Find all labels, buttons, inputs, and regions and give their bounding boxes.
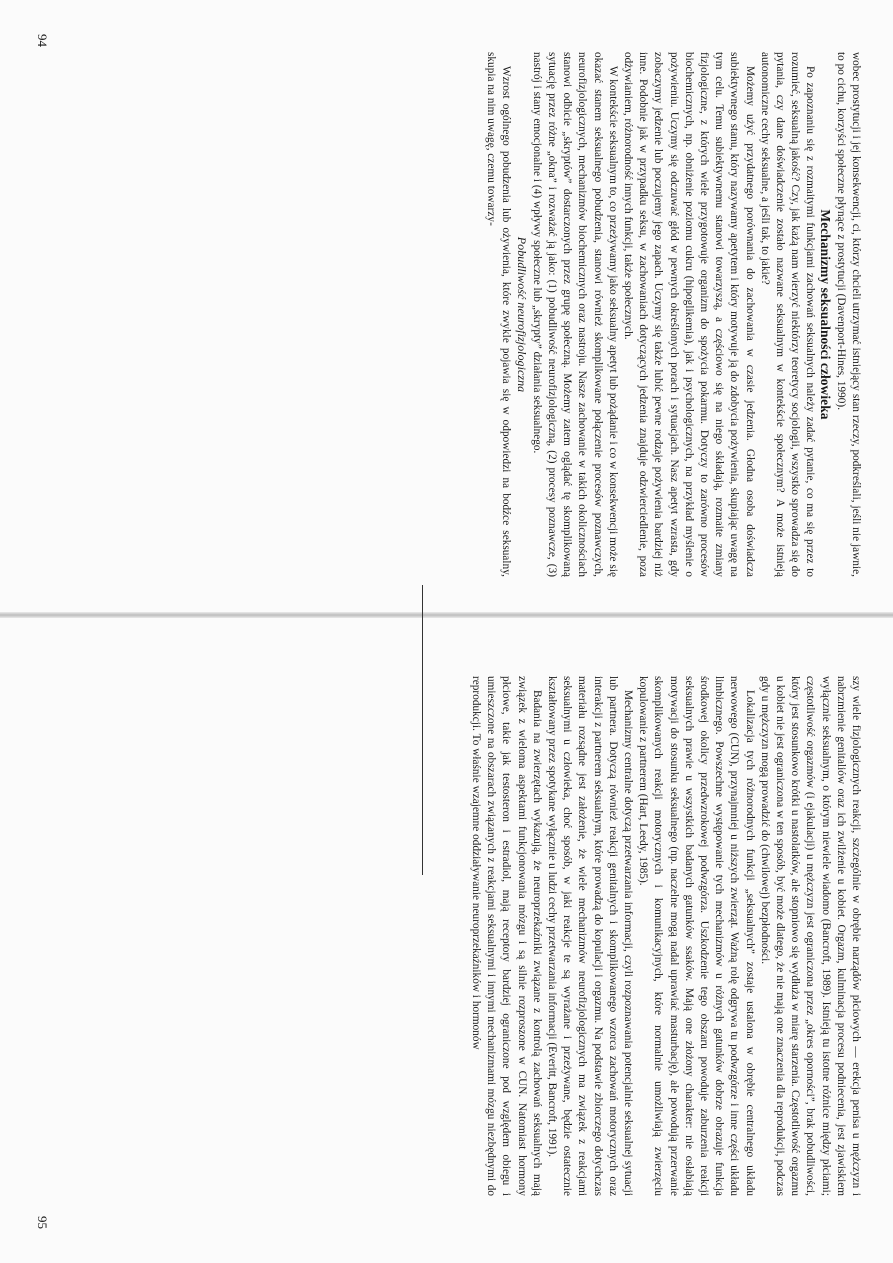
left-page-number: 94 xyxy=(35,34,50,47)
right-page-number: 95 xyxy=(35,1216,50,1229)
left-paragraph-2: Możemy użyć przydatnego porównania do zachowania w czasie jedzenia. Głodna osoba doświadcza subiektywnego stanu, który nazywamy apetytem i który motywuje ją do zdobycia pożywienia, skupiając uwagę na tym celu. Temu subiektywnemu stanowi towarzyszą, a częściowo się na niego składają, rozmaite zmiany fizjologiczne, z których wiele przygotowuje organizm do spożycia pokarmu. Dotyczy to zarówno procesów biochemicznych, np. obniżenie poziomu cukru (hipoglikemia), jak i psychologicznych, na przykład myślenie o pożywieniu. Uczymy się odczuwać głód w pewnych określonych porach i sytuacjach. Nasz apetyt wzrasta, gdy zobaczymy jedzenie lub poczujemy jego zapach. Uczymy się także lubić pewne rodzaje pożywienia bardziej niż inne. Podobnie jak w przypadku seksu, w zachowaniach dotyczących jedzenia znajduje odzwierciedlenie, poza odżywianiem, różnorodność innych funkcji, także społecznych. xyxy=(621,52,756,577)
subsection-heading: Pobudliwość neurofizjologiczna xyxy=(514,236,529,393)
right-paragraph-3: Mechanizmy centralne dotyczą przetwarzania informacji, czyli rozpoznawania potencjalnie seksualnej sytuacji lub partnera. Dotyczą również reakcji genitalnych i skomplikowanego wzorca zachowań motorycznych oraz interakcji z partnerem seksualnym, które prowadzą do kopulacji i orgazmu. Na podstawie zbiorczego dotychczas materiału rozsądne jest założenie, że wiele mechanizmów neurofizjologicznych ma związek z reakcjami seksualnymi u człowieka, choć sposób, w jaki reakcje te są wyrażane i przeżywane, będzie ostatecznie kształtowany przez spotykane wyłącznie u ludzi cechy przetwarzania informacji (Everitt, Bancroft, 1991). xyxy=(545,676,634,1196)
left-intro-text: wobec prostytucji i jej konsekwencji, ci, którzy chcieli utrzymać istniejący stan rzeczy, podkreślali, jeśli nie jawnie, to po cichu, korzyści społeczne płynące z prostytucji (Davenport-Hines, 1990). xyxy=(834,52,862,577)
margin-stroke xyxy=(422,585,423,875)
right-paragraph-2: Lokalizacja tych różnorodnych funkcji „seksualnych” zostaje ustalona w obrębie centralnego układu nerwowego (CUN), przynajmniej u niższych zwierząt. Ważną rolę odgrywa tu podwzgórze i inne części układu limbicznego. Powszechne występowanie tych mechanizmów u różnych gatunków dobrze obrazuje funkcja środkowej okolicy przedwzrokowej podwzgórza. Uszkodzenie tego obszaru powoduje zaburzenia reakcji seksualnych prawie u wszystkich badanych gatunków ssaków. Mają one złożony charakter: nie osłabiają motywacji do stosunku seksualnego (np. naczelne mogą nadal uprawiać masturbację), ale powodują przerwanie skomplikowanych reakcji motorycznych i komunikacyjnych, które normalnie umożliwiają zwierzęciu kopulowanie z partnerem (Hart, Leedy, 1985). xyxy=(637,676,756,1196)
left-paragraph-3: W kontekście seksualnym to, co przeżywamy jako seksualny apetyt lub pożądanie i co w konsekwencji może się okazać stanem seksualnego pobudzenia, stanowi również skomplikowane połączenie procesów poznawczych, neurofizjologicznych, mechanizmów biochemicznych oraz nastroju. Nasze zachowanie w takich okolicznościach stanowi odbicie „skryptów” dostarczonych przez grupę społeczną. Możemy zatem oglądać tę skomplikowaną sytuację przez różne „okna” i rozważać ją jako: (1) pobudliwość neurofizjologiczną, (2) procesy poznawcze, (3) nastrój i stany emocjonalne i (4) wpływy społeczne lub „skrypty” działania seksualnego. xyxy=(530,52,619,577)
left-closing-paragraph: Wzrost ogólnego pobudzenia lub ożywienia, które zwykle pojawia się w odpowiedzi na bodźce seksualny, skupia na nim uwagę, czemu towarzy- xyxy=(485,52,513,577)
section-heading: Mechanizmy seksualności człowieka xyxy=(817,209,833,420)
left-page xyxy=(0,0,893,600)
right-page-text-column xyxy=(468,676,863,1196)
right-paragraph-4: Badania na zwierzętach wykazują, że neuroprzekaźniki związane z kontrolą zachowań seksualnych mają związek z wieloma aspektami funkcjonowania mózgu i są silnie rozproszone w CUN. Natomiast hormony płciowe, takie jak testosteron i estradiol, mają receptory bardziej ograniczone pod względem obiegu i umieszczone na obszarach związanych z reakcjami seksualnymi i innymi mechanizmami mózgu niezbędnymi do reprodukcji. To właśnie wzajemne oddziaływanie neuroprzekaźników i hormonów xyxy=(469,676,543,1196)
book-gutter xyxy=(0,612,893,618)
right-page xyxy=(0,632,893,1263)
right-paragraph-1: szy wiele fizjologicznych reakcji, szczególnie w obrębie narządów płciowych — erekcja penisa u mężczyzn i nabrzmienie genitaliów oraz ich zwilżenie u kobiet. Orgazm, kulminacja procesu podniecenia, jest zjawiskiem wyłącznie seksualnym, o którym niewiele wiadomo (Bancroft, 1989). Istnieją tu istotne różnice między płciami; częstotliwość orgazmów (i ejakulacji) u mężczyzn jest ograniczona przez „okres oporności”, brak pobudliwości, który jest stosunkowo krótki u nastolatków, ale stopniowo się wydłuża w miarę starzenia. Częstotliwość orgazmu u kobiet nie jest ograniczona w ten sposób, być może dlatego, że nie mają one znaczenia dla reprodukcji, podczas gdy u mężczyzn mogą prowadzić do (chwilowej) bezpłodności. xyxy=(758,676,862,1196)
left-page-text-column xyxy=(483,52,863,577)
left-paragraph-1: Po zapoznaniu się z rozmaitymi funkcjami zachowań seksualnych należy zadać pytanie, co ma się przez to rozumieć, seksualną jakość? Czy, jak każą nam wierzyć niektórzy teoretycy socjologii, wszystko sprowadza się do pytania, czy dane doświadczenie zostało nazwane seksualnym w kontekście społecznym? A może istnieją autonomiczne cechy seksualne, a jeśli tak, to jakie? xyxy=(758,52,817,577)
